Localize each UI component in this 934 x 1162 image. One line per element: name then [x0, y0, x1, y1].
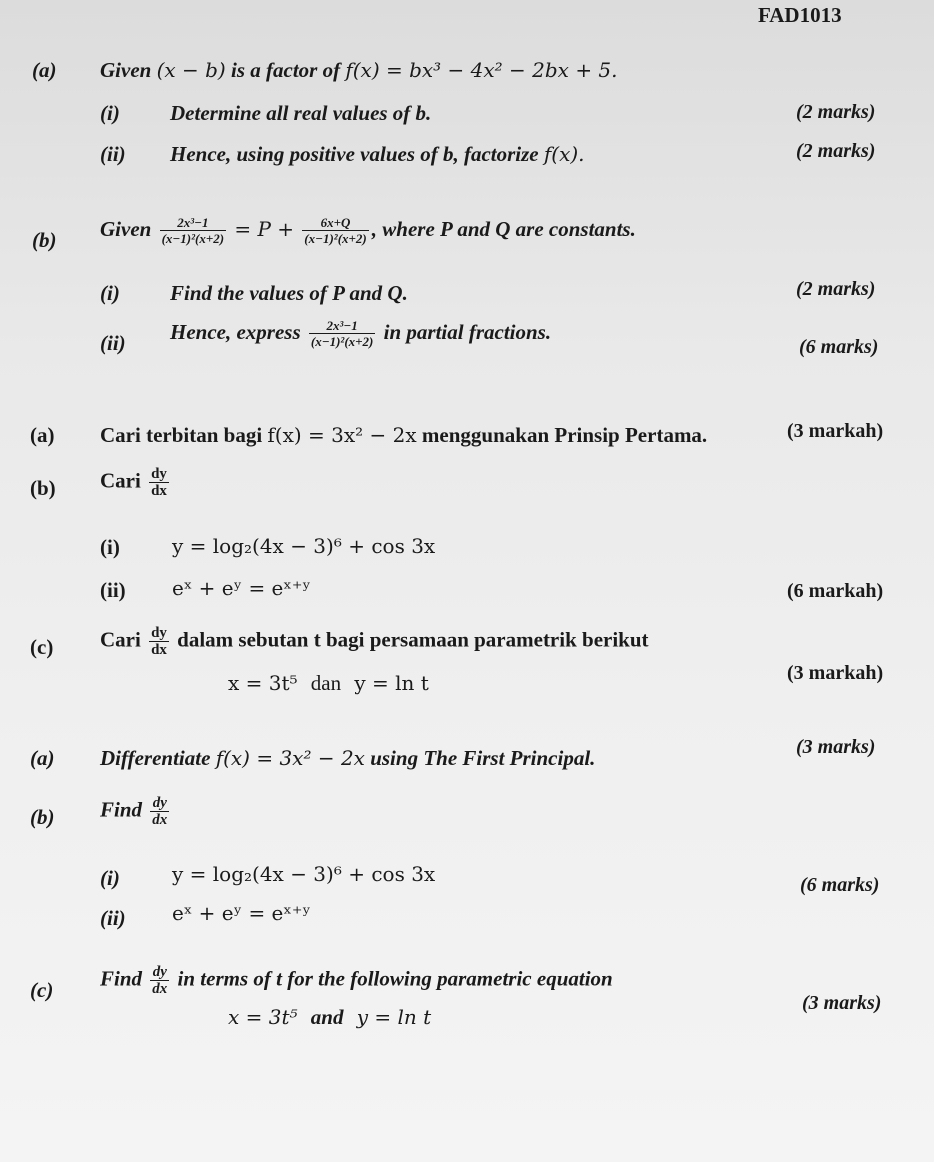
q2-b-i-equation: y = log₂(4x − 3)⁶ + cos 3x [172, 534, 436, 558]
q2-c-conj: dan [310, 671, 342, 695]
q1-b-ii-text [170, 318, 551, 350]
q1-b-tail: , where P and Q are constants. [371, 216, 636, 241]
q1-a-ii-label: (ii) [100, 142, 126, 166]
q3-b-ii-equation: eˣ + eʸ = eˣ⁺ʸ [172, 901, 311, 925]
q2-a-label: (a) [30, 423, 55, 447]
q3-b-dydx [150, 795, 169, 828]
q1-b-rhs-denominator: (x−1)²(x+2) [304, 231, 367, 246]
q3-c-eq1: x = 3t⁵ [228, 1005, 298, 1029]
q1-a-is-factor: is a factor of [231, 58, 341, 82]
q1-b-ii-pre: Hence, express [170, 319, 301, 344]
q2-b-dy: dy [151, 466, 167, 482]
q1-a-ii-fx: f(x). [543, 142, 585, 166]
q1-b-i-marks: (2 marks) [796, 278, 876, 300]
q2-c-equations [228, 671, 429, 696]
q1-b-i-label: (i) [100, 281, 120, 305]
q1-b-equals-p-plus: = P + [234, 216, 295, 241]
q1-a-label: (a) [32, 58, 57, 82]
q2-c-eq1: x = 3t⁵ [228, 671, 298, 695]
q3-b-ii-label: (ii) [100, 906, 126, 930]
q3-c-stem [100, 964, 613, 997]
q2-b-dydx [149, 466, 169, 499]
q2-b-i-label: (i) [100, 535, 120, 559]
q1-b-ii-label: (ii) [100, 331, 126, 355]
q1-a-factor: (x − b) [156, 58, 226, 82]
q2-c-eq2: y = ln t [354, 671, 429, 695]
q3-c-marks: (3 marks) [802, 992, 882, 1014]
q3-c-label: (c) [30, 978, 54, 1002]
q2-c-dy: dy [151, 625, 167, 641]
q3-c-conj: and [310, 1005, 344, 1029]
q3-b-dy: dy [152, 795, 167, 811]
q2-b-ii-equation: eˣ + eʸ = eˣ⁺ʸ [172, 576, 311, 600]
q1-a-ii-marks: (2 marks) [796, 140, 876, 162]
q1-a-i-label: (i) [100, 101, 120, 125]
q3-a-pre: Differentiate [100, 746, 211, 770]
q2-c-text: dalam sebutan t bagi persamaan parametrik berikut [177, 627, 649, 652]
q3-b-label: (b) [30, 805, 55, 829]
q3-b-stem [100, 795, 172, 828]
q3-c-dy: dy [152, 964, 167, 980]
q2-a-pre: Cari terbitan bagi [100, 423, 263, 447]
q1-a-function: f(x) = bx³ − 4x² − 2bx + 5. [345, 58, 618, 82]
q2-c-dydx [149, 625, 169, 658]
q3-b-marks: (6 marks) [800, 874, 880, 896]
q1-a-ii-body: Hence, using positive values of b, factorize [170, 142, 539, 166]
q1-a-stem [100, 58, 618, 83]
q3-a-function: f(x) = 3x² − 2x [215, 746, 365, 770]
q1-b-lhs-numerator: 2x³−1 [177, 215, 209, 230]
q1-b-label: (b) [32, 228, 57, 252]
q1-b-ii-post: in partial fractions. [383, 319, 552, 344]
q3-b-i-equation: y = log₂(4x − 3)⁶ + cos 3x [172, 862, 436, 886]
q3-a-text [100, 746, 595, 771]
q1-b-ii-marks: (6 marks) [799, 336, 879, 358]
q2-b-label: (b) [30, 476, 56, 500]
q2-c-word: Cari [100, 627, 141, 652]
q3-c-eq2: y = ln t [356, 1005, 432, 1029]
q1-a-i-marks: (2 marks) [796, 101, 876, 123]
q1-b-lhs-fraction [160, 215, 227, 247]
q2-c-stem [100, 625, 649, 658]
q2-c-marks: (3 markah) [787, 662, 884, 684]
q3-b-dx: dx [152, 812, 168, 828]
q3-a-marks: (3 marks) [796, 736, 876, 758]
course-code: FAD1013 [758, 3, 842, 27]
q3-c-dydx [150, 964, 169, 997]
q1-b-lhs-denominator: (x−1)²(x+2) [161, 231, 225, 246]
q2-b-ii-label: (ii) [100, 578, 126, 602]
q1-b-ii-numerator: 2x³−1 [326, 318, 358, 333]
q3-a-label: (a) [30, 746, 55, 770]
q3-a-post: using The First Principal. [370, 746, 596, 770]
q2-a-text [100, 423, 707, 448]
q2-a-post: menggunakan Prinsip Pertama. [421, 423, 708, 447]
q1-b-ii-denominator: (x−1)²(x+2) [310, 334, 374, 349]
q1-b-rhs-fraction [302, 215, 369, 247]
q3-c-dx: dx [152, 981, 168, 997]
q2-c-label: (c) [30, 635, 54, 659]
q3-c-equations [228, 1005, 431, 1030]
q3-c-word: Find [100, 966, 143, 991]
q2-b-stem [100, 466, 172, 499]
q2-a-marks: (3 markah) [787, 420, 884, 442]
q2-b-ii-marks: (6 markah) [787, 580, 884, 602]
q1-b-ii-fraction [309, 318, 376, 350]
q1-a-ii-text [170, 142, 585, 167]
q2-b-dx: dx [151, 483, 167, 499]
q1-a-given: Given [100, 58, 152, 82]
q3-b-i-label: (i) [100, 866, 120, 890]
q2-c-dx: dx [151, 642, 167, 658]
q2-a-function: f(x) = 3x² − 2x [267, 423, 417, 447]
q1-b-stem [100, 215, 636, 247]
q3-b-word: Find [100, 797, 143, 822]
q1-b-given: Given [100, 216, 152, 241]
q1-b-rhs-numerator: 6x+Q [320, 215, 351, 230]
q1-b-i-text: Find the values of P and Q. [170, 281, 408, 305]
q1-a-i-text: Determine all real values of b. [170, 101, 432, 125]
q2-b-word: Cari [100, 468, 141, 493]
q3-c-text: in terms of t for the following parametric equation [177, 966, 613, 991]
